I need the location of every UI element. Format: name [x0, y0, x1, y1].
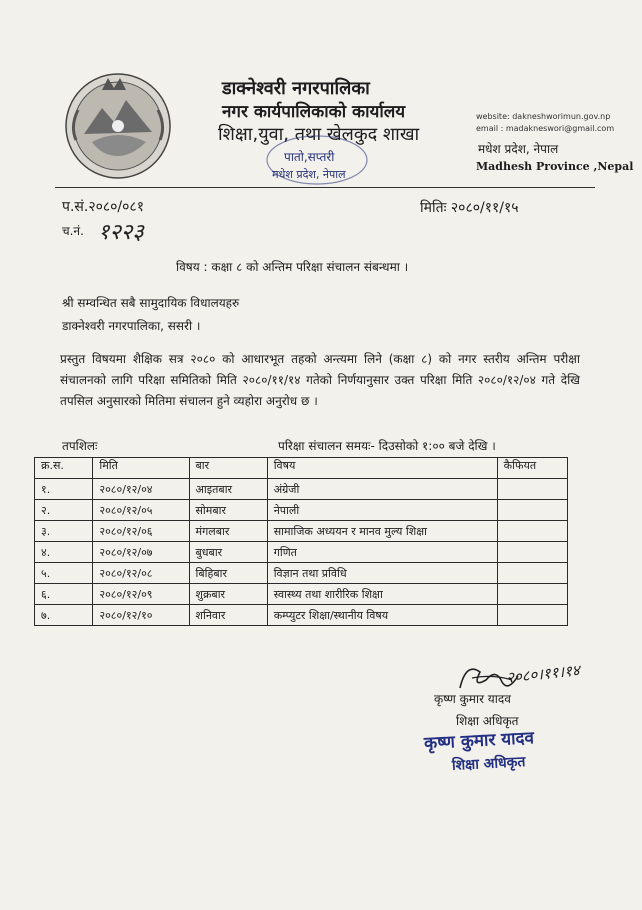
cell-date: २०८०/१२/०४ [93, 479, 189, 500]
cell-remarks [497, 521, 567, 542]
signer-title: शिक्षा अधिकृत [456, 714, 519, 728]
table-row [35, 542, 568, 563]
table-row [35, 479, 568, 500]
header-divider [55, 187, 595, 188]
col-header-day: बार [189, 458, 267, 479]
col-header-subject: विषय [267, 458, 497, 479]
nepal-emblem-icon [62, 70, 174, 182]
signature-date-handwritten: २०८०।११।१४ [505, 661, 581, 687]
dispatch-number-label: च.नं. [62, 224, 84, 238]
cell-subject: सामाजिक अध्ययन र मानव मुल्य शिक्षा [267, 521, 497, 542]
addressee-line-1: श्री सम्वन्धित सबै सामुदायिक विधालयहरु [62, 296, 240, 310]
cell-day: बुधबार [189, 542, 267, 563]
cell-sn: ४. [35, 542, 93, 563]
cell-remarks [497, 500, 567, 521]
cell-subject: विज्ञान तथा प्रविधि [267, 563, 497, 584]
email-text: email : madakneswori@gmail.com [476, 124, 615, 133]
cell-remarks [497, 563, 567, 584]
cell-day: शुक्रबार [189, 584, 267, 605]
exam-time: परिक्षा संचालन समयः- दिउसोको १:०० बजे देखि । [278, 439, 496, 453]
cell-date: २०८०/१२/०७ [93, 542, 189, 563]
cell-subject: स्वास्थ्य तथा शारीरिक शिक्षा [267, 584, 497, 605]
cell-remarks [497, 605, 567, 626]
name-stamp: कृष्ण कुमार यादव [423, 728, 535, 754]
province-nepali: मधेश प्रदेश, नेपाल [478, 142, 559, 156]
cell-date: २०८०/१२/०८ [93, 563, 189, 584]
col-header-remarks: कैफियत [497, 458, 567, 479]
cell-subject: गणित [267, 542, 497, 563]
cell-day: बिहिबार [189, 563, 267, 584]
cell-sn: १. [35, 479, 93, 500]
table-row [35, 563, 568, 584]
cell-day: मंगलबार [189, 521, 267, 542]
cell-sn: ६. [35, 584, 93, 605]
cell-date: २०८०/१२/०५ [93, 500, 189, 521]
signer-name: कृष्ण कुमार यादव [434, 692, 511, 706]
cell-remarks [497, 584, 567, 605]
cell-sn: ७. [35, 605, 93, 626]
col-header-sn: क्र.स. [35, 458, 93, 479]
cell-day: शनिवार [189, 605, 267, 626]
details-label: तपशिलः [62, 439, 98, 453]
website-text: website: dakneshworimun.gov.np [476, 112, 611, 121]
cell-subject: नेपाली [267, 500, 497, 521]
cell-sn: ५. [35, 563, 93, 584]
table-row [35, 500, 568, 521]
cell-date: २०८०/१२/०९ [93, 584, 189, 605]
subject-line: विषय : कक्षा ८ को अन्तिम परिक्षा संचालन संबन्धमा । [176, 260, 409, 274]
cell-remarks [497, 479, 567, 500]
table-row [35, 605, 568, 626]
province-english: Madhesh Province ,Nepal [476, 160, 634, 173]
cell-remarks [497, 542, 567, 563]
cell-date: २०८०/१२/१० [93, 605, 189, 626]
exam-schedule-table [34, 457, 568, 626]
col-header-date: मिति [93, 458, 189, 479]
table-header-row [35, 458, 568, 479]
cell-subject: कम्प्युटर शिक्षा/स्थानीय विषय [267, 605, 497, 626]
reference-number: प.सं.२०८०/०८१ [62, 199, 144, 215]
seal-line-1: पातो,सप्तरी [284, 150, 335, 164]
letter-body: प्रस्तुत विषयमा शैक्षिक सत्र २०८० को आधारभूत तहको अन्त्यमा लिने (कक्षा ८) को नगर स्तरीय अन्तिम परीक्षा संचालनको लागि परिक्षा समितिको मिति २०८०/११/१४ गतेको निर्णयानुसार उक्त परिक्षा मिति २०८०/१२/०४ गते देखि तपसिल अनुसारको मितिमा संचालन हुने व्यहोरा अनुरोध छ । [60, 352, 580, 408]
municipality-name: डाक्नेश्वरी नगरपालिका [222, 78, 370, 99]
cell-day: सोमबार [189, 500, 267, 521]
cell-sn: २. [35, 500, 93, 521]
addressee-line-2: डाक्नेश्वरी नगरपालिका, ससरी । [62, 319, 201, 333]
section-name: शिक्षा,युवा, तथा खेलकुद शाखा [218, 124, 420, 145]
office-name: नगर कार्यपालिकाको कार्यालय [222, 102, 406, 122]
table-row [35, 521, 568, 542]
table-row [35, 584, 568, 605]
title-stamp: शिक्षा अधिकृत [451, 754, 526, 774]
cell-subject: अंग्रेजी [267, 479, 497, 500]
dispatch-number-handwritten: १२२३ [98, 220, 144, 245]
cell-day: आइतबार [189, 479, 267, 500]
cell-date: २०८०/१२/०६ [93, 521, 189, 542]
cell-sn: ३. [35, 521, 93, 542]
seal-line-2: मधेश प्रदेश, नेपाल [272, 168, 346, 181]
letter-date: मितिः २०८०/११/१५ [420, 200, 519, 216]
